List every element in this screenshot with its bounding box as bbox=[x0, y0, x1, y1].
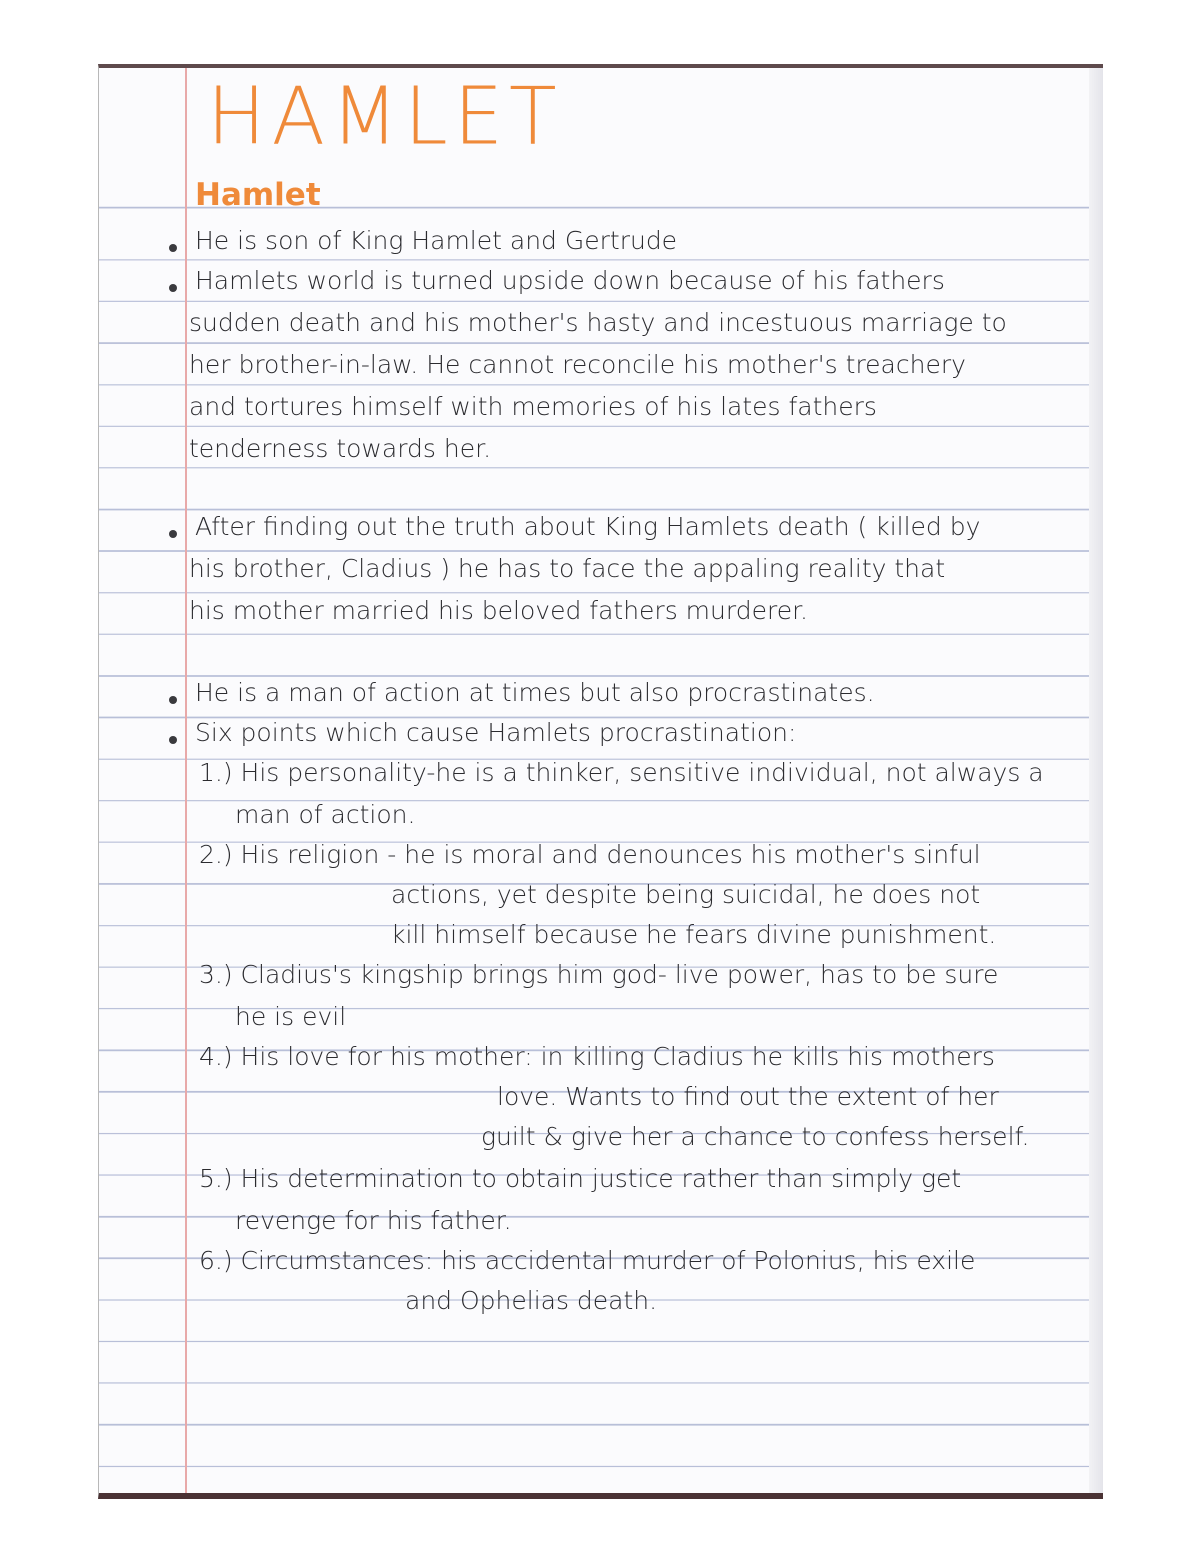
note-line: 6.) Circumstances: his accidental murder of Polonius, his exile bbox=[199, 1246, 976, 1275]
bullet-icon bbox=[169, 530, 177, 538]
note-line: and tortures himself with memories of his lates fathers bbox=[189, 392, 877, 421]
section-heading: Hamlet bbox=[195, 177, 321, 213]
note-line: actions, yet despite being suicidal, he does not bbox=[391, 880, 981, 909]
notebook-page bbox=[98, 64, 1103, 1499]
note-line: her brother-in-law. He cannot reconcile his mother's treachery bbox=[189, 350, 966, 379]
note-line: 4.) His love for his mother: in killing Cladius he kills his mothers bbox=[199, 1042, 995, 1071]
note-line: love. Wants to find out the extent of her bbox=[497, 1082, 999, 1111]
note-line: 5.) His determination to obtain justice rather than simply get bbox=[199, 1164, 962, 1193]
note-line: Hamlets world is turned upside down because of his fathers bbox=[195, 266, 945, 295]
note-line: his mother married his beloved fathers murderer. bbox=[189, 596, 809, 625]
bullet-icon bbox=[169, 696, 177, 704]
note-line: 2.) His religion - he is moral and denounces his mother's sinful bbox=[199, 840, 981, 869]
note-line: revenge for his father. bbox=[235, 1206, 512, 1235]
note-line: kill himself because he fears divine punishment. bbox=[391, 920, 997, 949]
margin-line bbox=[185, 68, 187, 1493]
note-line: he is evil bbox=[235, 1002, 347, 1031]
note-line: 1.) His personality-he is a thinker, sensitive individual, not always a bbox=[199, 758, 1044, 787]
note-line: and Ophelias death. bbox=[405, 1286, 658, 1315]
note-line: After finding out the truth about King Hamlets death ( killed by bbox=[195, 512, 981, 541]
note-line: sudden death and his mother's hasty and incestuous marriage to bbox=[189, 308, 1007, 337]
note-line: man of action. bbox=[235, 800, 416, 829]
note-line: Six points which cause Hamlets procrastination: bbox=[195, 718, 797, 747]
note-line: guilt & give her a chance to confess herself. bbox=[481, 1122, 1030, 1151]
note-line: his brother, Cladius ) he has to face the appaling reality that bbox=[189, 554, 946, 583]
note-line: He is son of King Hamlet and Gertrude bbox=[195, 226, 678, 255]
note-line: He is a man of action at times but also procrastinates. bbox=[195, 678, 875, 707]
note-line: 3.) Cladius's kingship brings him god- live power, has to be sure bbox=[199, 960, 999, 989]
bullet-icon bbox=[169, 244, 177, 252]
page-edge bbox=[1089, 68, 1103, 1493]
bullet-icon bbox=[169, 736, 177, 744]
page-title: HAMLET bbox=[207, 71, 563, 163]
note-line: tenderness towards her. bbox=[189, 434, 492, 463]
bullet-icon bbox=[169, 284, 177, 292]
